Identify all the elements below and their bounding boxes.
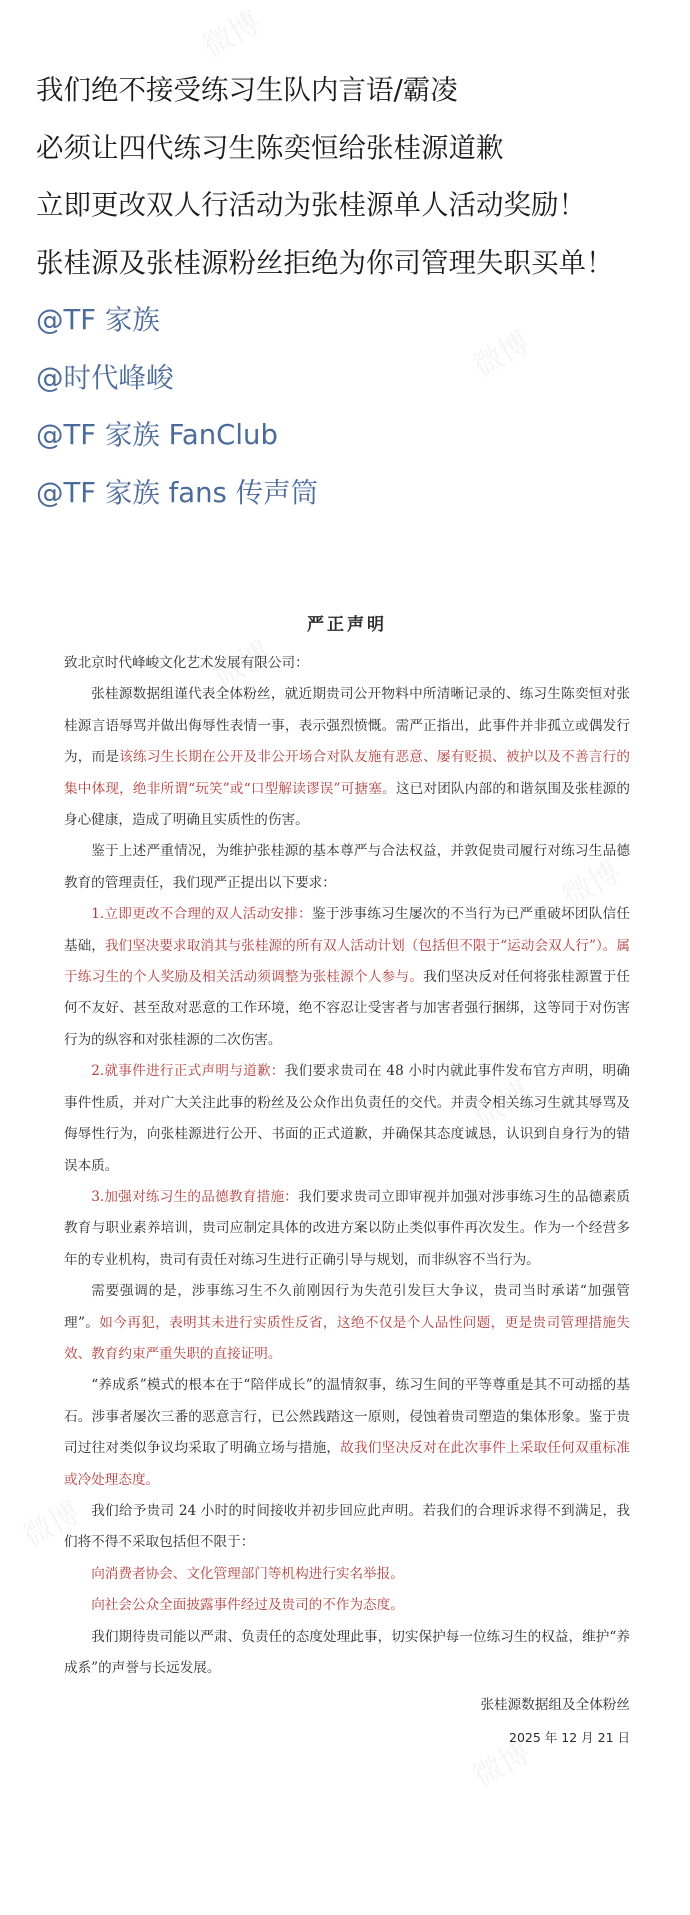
text-run: 我们要求贵司在 48 小时内就此事件发布官方声明，明确事件性质，并对广大关注此事的粉丝及公众作出负责任的交代。并责令相关练习生就其辱骂及侮辱性行为，向张桂源进行公开、书面的正式道歉，并确保其态度诚恳，认识到自身行为的错误本质。 [64,1063,630,1174]
text-run: 需要强调的是，涉事练习生不久前刚因行为失范引发巨大争议，贵司当时承诺“加强管理”。 [64,1283,630,1331]
statement-date: 2025 年 12 月 21 日 [509,1729,630,1745]
demand-item-3 [64,1182,630,1276]
statement-paragraph: 鉴于上述严重情况，为维护张桂源的基本尊严与合法权益，并敦促贵司履行对练习生品德教育的管理责任，我们现严正提出以下要求： [64,843,630,891]
text-run: “养成系”模式的根本在于“陪伴成长”的温情叙事，练习生间的平等尊重是其不可动摇的基石。涉事者屡次三番的恶意言行，已公然践踏这一原则，侵蚀着贵司塑造的集体形象。鉴于贵司过往对类似争议均采取了明确立场与措施， [64,1377,630,1457]
highlight-text: 该练习生长期在公开及非公开场合对队友施有恶意、屡有贬损、被护以及不善言行的集中体现，绝非所谓“玩笑”或“口型解读谬误”可搪塞。 [64,749,631,797]
highlight-text: 如今再犯，表明其未进行实质性反省，这绝不仅是个人品性问题，更是贵司管理措施失效、教育约束严重失职的直接证明。 [64,1314,631,1362]
post-line: 立即更改双人行活动为张桂源单人活动奖励！ [36,189,586,221]
demand-heading: 2.就事件进行正式声明与道歉： [91,1063,285,1080]
action-item: 向社会公众全面披露事件经过及贵司的不作为态度。 [91,1597,404,1614]
demand-heading: 3.加强对练习生的品德教育措施： [91,1188,299,1205]
demand-heading: 1.立即更改不合理的双人活动安排： [91,906,312,923]
post-line: 我们绝不接受练习生队内言语/霸凌 [36,74,458,106]
text-run: 我们坚决反对任何将张桂源置于任何不友好、甚至敌对恶意的工作环境，绝不容忍让受害者与加害者强行捆绑，这等同于对伤害行为的纵容和对张桂源的二次伤害。 [64,969,630,1048]
demand-item-1 [64,899,630,1056]
watermark-1 [193,0,267,66]
post-line: 必须让四代练习生陈奕恒给张桂源道歉 [36,131,504,164]
statement-paragraph [64,1370,630,1496]
statement-image[interactable] [64,612,630,1753]
action-item: 向消费者协会、文化管理部门等机构进行实名举报。 [91,1565,404,1582]
highlight-text: 我们坚决要求取消其与张桂源的所有双人活动计划（包括但不限于“运动会双人行”）。属于练习生的个人奖励及相关活动须调整为张桂源个人参与。 [64,937,631,986]
statement-signature: 张桂源数据组及全体粉丝 [480,1697,630,1714]
text-run: 张桂源数据组谨代表全体粉丝，就近期贵司公开物料中所清晰记录的、练习生陈奕恒对张桂源言语辱骂并做出侮辱性表情一事，表示强烈愤慨。需严正指出，此事件并非孤立或偶发行为，而是 [64,686,630,766]
mention-link-tf-family[interactable]: @TF 家族 [36,304,160,336]
demand-item-2 [64,1056,630,1182]
mention-link-tf-fans-speaker[interactable]: @TF 家族 fans 传声筒 [36,476,319,509]
statement-paragraph [64,1276,630,1370]
mention-link-shidai-fengjun[interactable]: @时代峰峻 [36,361,174,394]
post-line: 张桂源及张桂源粉丝拒绝为你司管理失职买单！ [36,246,614,279]
statement-salutation: 致北京时代峰峻文化艺术发展有限公司： [64,655,309,671]
post-text [36,62,666,522]
statement-title: 严正声明 [307,615,387,635]
statement-paragraph: 我们期待贵司能以严肃、负责任的态度处理此事，切实保护每一位练习生的权益，维护“养成系”的声誉与长远发展。 [64,1628,630,1676]
statement-paragraph: 我们给予贵司 24 小时的时间接收并初步回应此声明。若我们的合理诉求得不到满足，我们将不得不采取包括但不限于： [64,1502,630,1551]
text-run: 鉴于涉事练习生屡次的不当行为已严重破坏团队信任基础， [64,906,631,954]
text-run: 这已对团队内部的和谐氛围及张桂源的身心健康，造成了明确且实质性的伤害。 [64,780,631,829]
statement-paragraph [64,679,630,836]
text-run: 我们要求贵司立即审视并加强对涉事练习生的品德素质教育与职业素养培训，贵司应制定具体的改进方案以防止类似事件再次发生。作为一个经营多年的专业机构，贵司有责任对练习生进行正确引导与规划，而非纵容不当行为。 [64,1188,631,1268]
mention-link-tf-fanclub[interactable]: @TF 家族 FanClub [36,419,278,451]
highlight-text: 故我们坚决反对在此次事件上采取任何双重标准或冷处理态度。 [64,1440,630,1488]
